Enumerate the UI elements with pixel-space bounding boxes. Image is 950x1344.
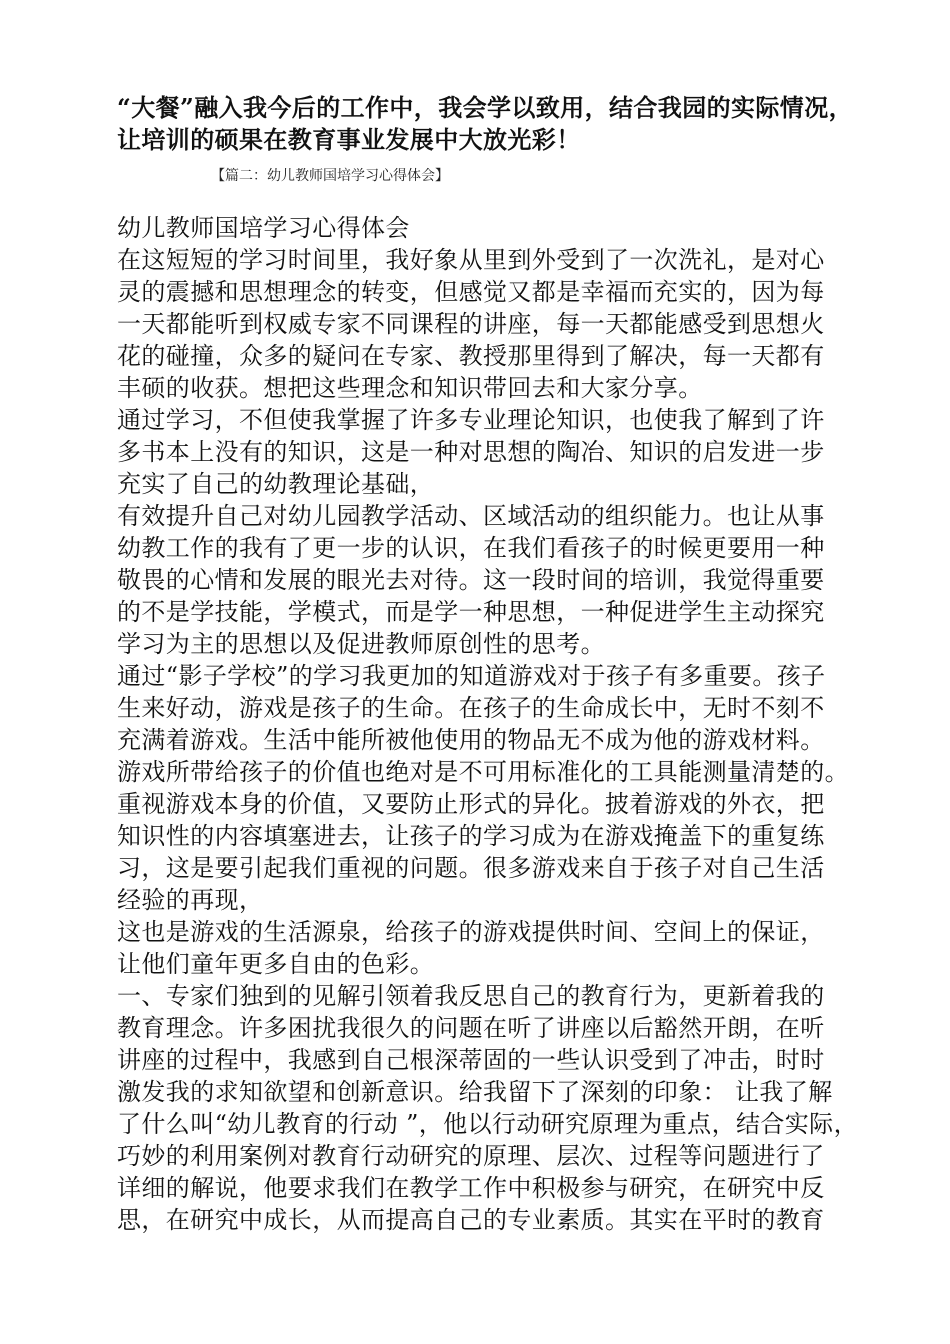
body-line: 的不是学技能，学模式，而是学一种思想，一种促进学生主动探究 [117, 598, 825, 626]
body-line: 重视游戏本身的价值，又要防止形式的异化。披着游戏的外衣，把 [117, 790, 825, 818]
body-line: 丰硕的收获。想把这些理念和知识带回去和大家分享。 [117, 374, 703, 402]
section-label: 【篇二：幼儿教师国培学习心得体会】 [211, 168, 449, 184]
body-line: 经验的再现， [117, 886, 264, 914]
body-line: 在这短短的学习时间里，我好象从里到外受到了一次洗礼，是对心 [117, 246, 825, 274]
intro-line: 让培训的硕果在教育事业发展中大放光彩！ [117, 125, 581, 154]
body-line: 通过学习，不但使我掌握了许多专业理论知识，也使我了解到了许 [117, 406, 825, 434]
document-content [117, 92, 858, 1236]
body-line: 多书本上没有的知识，这是一种对思想的陶冶、知识的启发进一步 [117, 438, 825, 466]
body-line: 教育理念。许多困扰我很久的问题在听了讲座以后豁然开朗，在听 [117, 1014, 825, 1042]
intro-line: “大餐”融入我今后的工作中，我会学以致用，结合我园的实际情况， [117, 93, 854, 122]
body-line: 巧妙的利用案例对教育行动研究的原理、层次、过程等问题进行了 [117, 1142, 825, 1170]
body-line: 这也是游戏的生活源泉，给孩子的游戏提供时间、空间上的保证， [117, 918, 825, 946]
body-line: 知识性的内容填塞进去，让孩子的学习成为在游戏掩盖下的重复练 [117, 822, 825, 850]
article-title: 幼儿教师国培学习心得体会 [117, 214, 410, 242]
body-line: 充实了自己的幼教理论基础， [117, 470, 435, 498]
body-line: 习，这是要引起我们重视的问题。很多游戏来自于孩子对自己生活 [117, 854, 825, 882]
body-line: 游戏所带给孩子的价值也绝对是不可用标准化的工具能测量清楚的。 [117, 758, 849, 786]
body-line: 详细的解说，他要求我们在教学工作中积极参与研究，在研究中反 [117, 1174, 825, 1202]
body-line: 思，在研究中成长，从而提高自己的专业素质。其实在平时的教育 [117, 1206, 825, 1234]
body-line: 一天都能听到权威专家不同课程的讲座，每一天都能感受到思想火 [117, 310, 825, 338]
body-line: 激发我的求知欲望和创新意识。给我留下了深刻的印象： 让我了解 [117, 1078, 833, 1106]
body-line: 学习为主的思想以及促进教师原创性的思考。 [117, 630, 605, 658]
body-line: 生来好动，游戏是孩子的生命。在孩子的生命成长中，无时不刻不 [117, 694, 825, 722]
body-line: 讲座的过程中，我感到自己根深蒂固的一些认识受到了冲击，时时 [117, 1046, 825, 1074]
body-line: 有效提升自己对幼儿园教学活动、区域活动的组织能力。也让从事 [117, 502, 825, 530]
body-line: 让他们童年更多自由的色彩。 [117, 950, 435, 978]
body-line: 花的碰撞，众多的疑问在专家、教授那里得到了解决，每一天都有 [117, 342, 825, 370]
body-line: 幼教工作的我有了更一步的认识，在我们看孩子的时候更要用一种 [117, 534, 825, 562]
body-line: 了什么叫“幼儿教育的行动 ”，他以行动研究原理为重点，结合实际， [117, 1110, 858, 1138]
body-line: 充满着游戏。生活中能所被他使用的物品无不成为他的游戏材料。 [117, 726, 825, 754]
body-line: 灵的震撼和思想理念的转变，但感觉又都是幸福而充实的，因为每 [117, 278, 825, 306]
body-line: 通过“影子学校”的学习我更加的知道游戏对于孩子有多重要。孩子 [117, 662, 826, 690]
body-line: 敬畏的心情和发展的眼光去对待。这一段时间的培训，我觉得重要 [117, 566, 825, 594]
body-line: 一、专家们独到的见解引领着我反思自己的教育行为，更新着我的 [117, 982, 825, 1010]
